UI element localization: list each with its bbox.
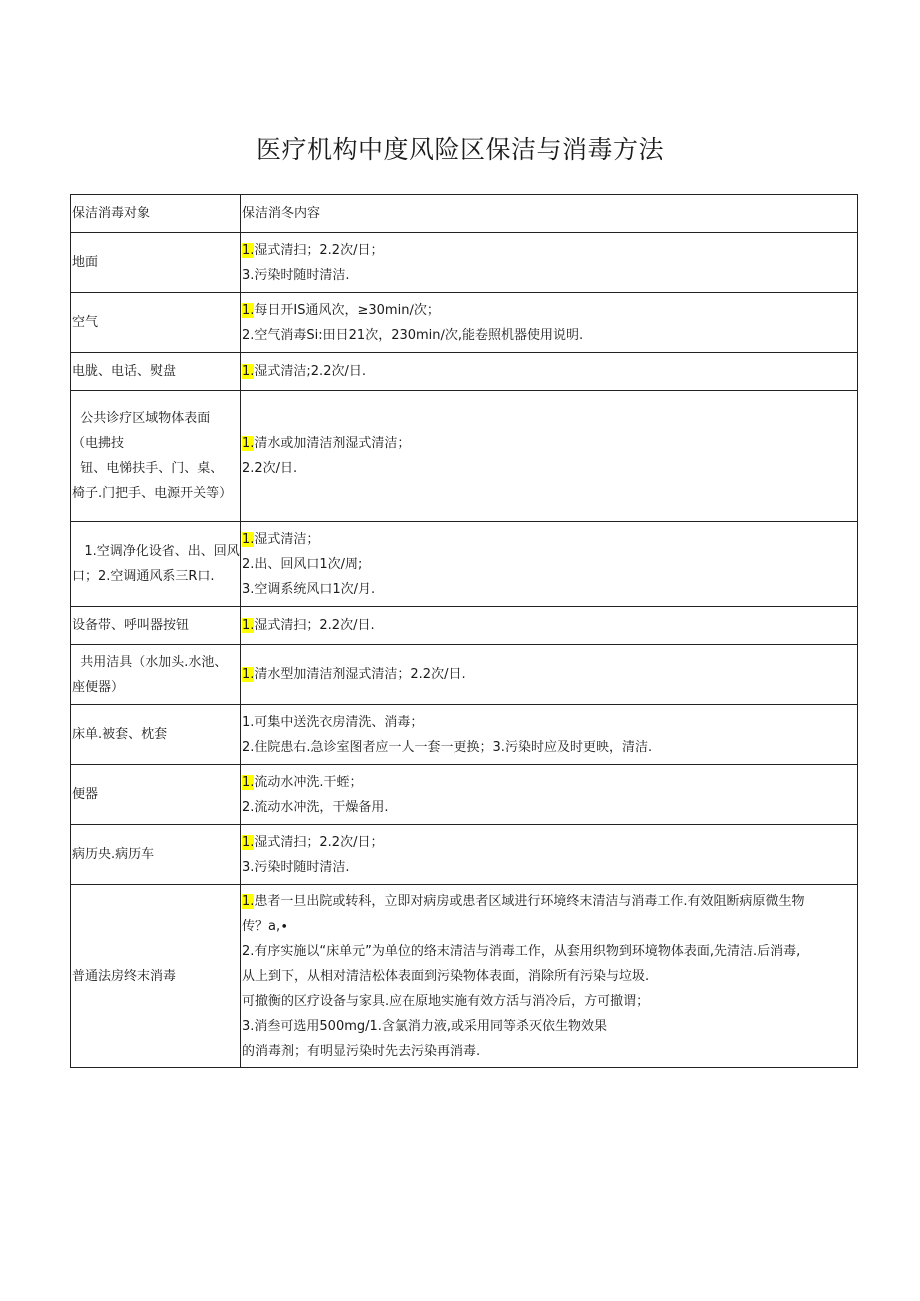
content-text: 湿式清洁； [254, 531, 320, 547]
content-line [242, 735, 855, 760]
row-content-cell [241, 765, 858, 825]
highlight-marker: 1. [242, 667, 255, 682]
object-line: 1.空调净化设省、出、回风 [72, 544, 240, 559]
row-object-cell [71, 705, 241, 765]
content-line [242, 456, 855, 481]
row-object-cell [71, 233, 241, 293]
table-row [71, 825, 858, 885]
table-row [71, 233, 858, 293]
content-line [242, 1039, 855, 1064]
content-line [242, 795, 855, 820]
object-line: 空气 [72, 315, 99, 330]
content-line [242, 613, 855, 638]
content-line [242, 263, 855, 288]
highlight-marker: 1. [242, 893, 255, 909]
cleaning-table [70, 194, 858, 1068]
content-line [242, 939, 855, 964]
content-text: 湿式清扫；2.2次/日. [254, 618, 375, 633]
row-object-cell [71, 885, 241, 1068]
object-line: 便器 [72, 787, 99, 802]
content-text: 3.空调系统风口1次/月. [242, 581, 376, 597]
content-text: 的消毒剂；有明显污染时先去污染再消毒. [242, 1043, 481, 1059]
content-line [242, 238, 855, 263]
object-line: 设备带、呼叫器按钮 [72, 618, 190, 633]
highlight-marker: 1. [242, 774, 255, 790]
object-line: 床单.被套、枕套 [72, 727, 168, 742]
content-line [242, 770, 855, 795]
content-line [242, 359, 855, 384]
object-line: 座便器） [72, 679, 125, 695]
highlight-marker: 1. [242, 436, 255, 451]
content-text: 流动水冲洗.干蛭； [254, 774, 363, 790]
table-row [71, 645, 858, 705]
highlight-marker: 1. [242, 618, 255, 633]
row-content-cell [241, 293, 858, 353]
content-line [242, 855, 855, 880]
row-content-cell [241, 607, 858, 645]
object-line: 病历央.病历车 [72, 847, 155, 862]
table-row [71, 705, 858, 765]
table-row [71, 522, 858, 607]
content-line [242, 710, 855, 735]
row-content-cell [241, 391, 858, 522]
content-line [242, 989, 855, 1014]
content-line [242, 298, 855, 323]
row-content-cell [241, 522, 858, 607]
row-object-cell [71, 522, 241, 607]
highlight-marker: 1. [242, 531, 255, 547]
table-row [71, 391, 858, 522]
content-line [242, 527, 855, 552]
content-text: 1.可集中送洗衣房清洗、消毒； [242, 714, 424, 730]
content-text: 2.有序实施以“床单元”为单位的络末清洁与消毒工作，从套用织物到环境物体表面,先清洁.后消毒, [242, 943, 801, 959]
row-object-cell [71, 825, 241, 885]
highlight-marker: 1. [242, 364, 255, 379]
content-text: 清水型加清洁剂湿式清洁；2.2次/日. [254, 667, 466, 682]
object-line: 公共诊疗区域物体表面 [72, 411, 211, 426]
content-text: 3.污染时随时清洁. [242, 267, 350, 283]
row-content-cell [241, 645, 858, 705]
row-content-cell [241, 825, 858, 885]
row-content-cell [241, 885, 858, 1068]
content-line [242, 662, 855, 687]
row-object-cell [71, 765, 241, 825]
highlight-marker: 1. [242, 834, 255, 850]
header-content: 保洁消冬内容 [241, 195, 858, 233]
content-line [242, 431, 855, 456]
content-text: 湿式清扫；2.2次/日； [254, 242, 384, 258]
row-object-cell [71, 353, 241, 391]
row-object-cell [71, 607, 241, 645]
content-text: 患者一旦出院或转科，立即对病房或患者区域进行环境终末清洁与消毒工作.有效阻断病原微生物 [254, 893, 805, 909]
content-text: 2.空气消毒Si:田日21次，230min∕次,能卷照机器使用说明. [242, 327, 584, 343]
content-text: 湿式清扫；2.2次/日； [254, 834, 384, 850]
object-line: 共用洁具（水加头.水池、 [72, 654, 228, 670]
object-line: 电胧、电话、熨盘 [72, 364, 177, 379]
table-row [71, 293, 858, 353]
header-object: 保洁消毒对象 [71, 195, 241, 233]
content-line [242, 830, 855, 855]
content-line [242, 964, 855, 989]
table-row [71, 353, 858, 391]
table-row [71, 885, 858, 1068]
content-line [242, 577, 855, 602]
object-line: 口；2.空调通风系三R口. [72, 569, 215, 584]
object-line: （电拂技 [72, 436, 125, 451]
object-line: 椅子.门把手、电源开关等） [72, 486, 233, 501]
highlight-marker: 1. [242, 302, 255, 318]
highlight-marker: 1. [242, 242, 255, 258]
content-text: 可撤衡的区疗设备与家具.应在原地实施有效方活与消冷后，方可撤谓； [242, 993, 650, 1009]
content-text: 从上到下，从相对清洁松体表面到污染物体表面，消除所有污染与垃圾. [242, 968, 650, 984]
content-text: 2.2次/日. [242, 461, 298, 476]
page-title: 医疗机构中度风险区保洁与消毒方法 [255, 135, 664, 164]
content-line [242, 914, 855, 939]
content-text: 2.出、回风口1次/周; [242, 556, 363, 572]
content-text: 清水或加清洁剂湿式清洁； [254, 436, 411, 451]
content-line [242, 323, 855, 348]
content-text: 传？a,∙ [242, 918, 289, 934]
row-content-cell [241, 705, 858, 765]
object-line: 钮、电悌扶手、门、桌、 [72, 461, 224, 476]
content-text: 2.流动水冲洗，干燥备用. [242, 799, 389, 815]
row-object-cell [71, 293, 241, 353]
content-text: 3.消叁可选用500mg/1.含氯消力液,或采用同等杀灭依生物效果 [242, 1018, 608, 1034]
content-line [242, 889, 855, 914]
object-line: 地面 [72, 255, 99, 270]
row-object-cell [71, 645, 241, 705]
content-text: 湿式清洁;2.2次/日. [254, 364, 366, 379]
row-content-cell [241, 353, 858, 391]
content-text: 2.住院患右.急诊室图者应一人一套一更换；3.污染时应及时更映，清洁. [242, 739, 653, 755]
content-line [242, 552, 855, 577]
object-line: 普通法房终末消毒 [72, 968, 177, 984]
table-header-row [71, 195, 858, 233]
table-row [71, 607, 858, 645]
row-content-cell [241, 233, 858, 293]
table-row [71, 765, 858, 825]
row-object-cell [71, 391, 241, 522]
content-line [242, 1014, 855, 1039]
content-text: 3.污染时随时清洁. [242, 859, 350, 875]
content-text: 每日开IS通风次，≥30min∕次； [254, 302, 440, 318]
